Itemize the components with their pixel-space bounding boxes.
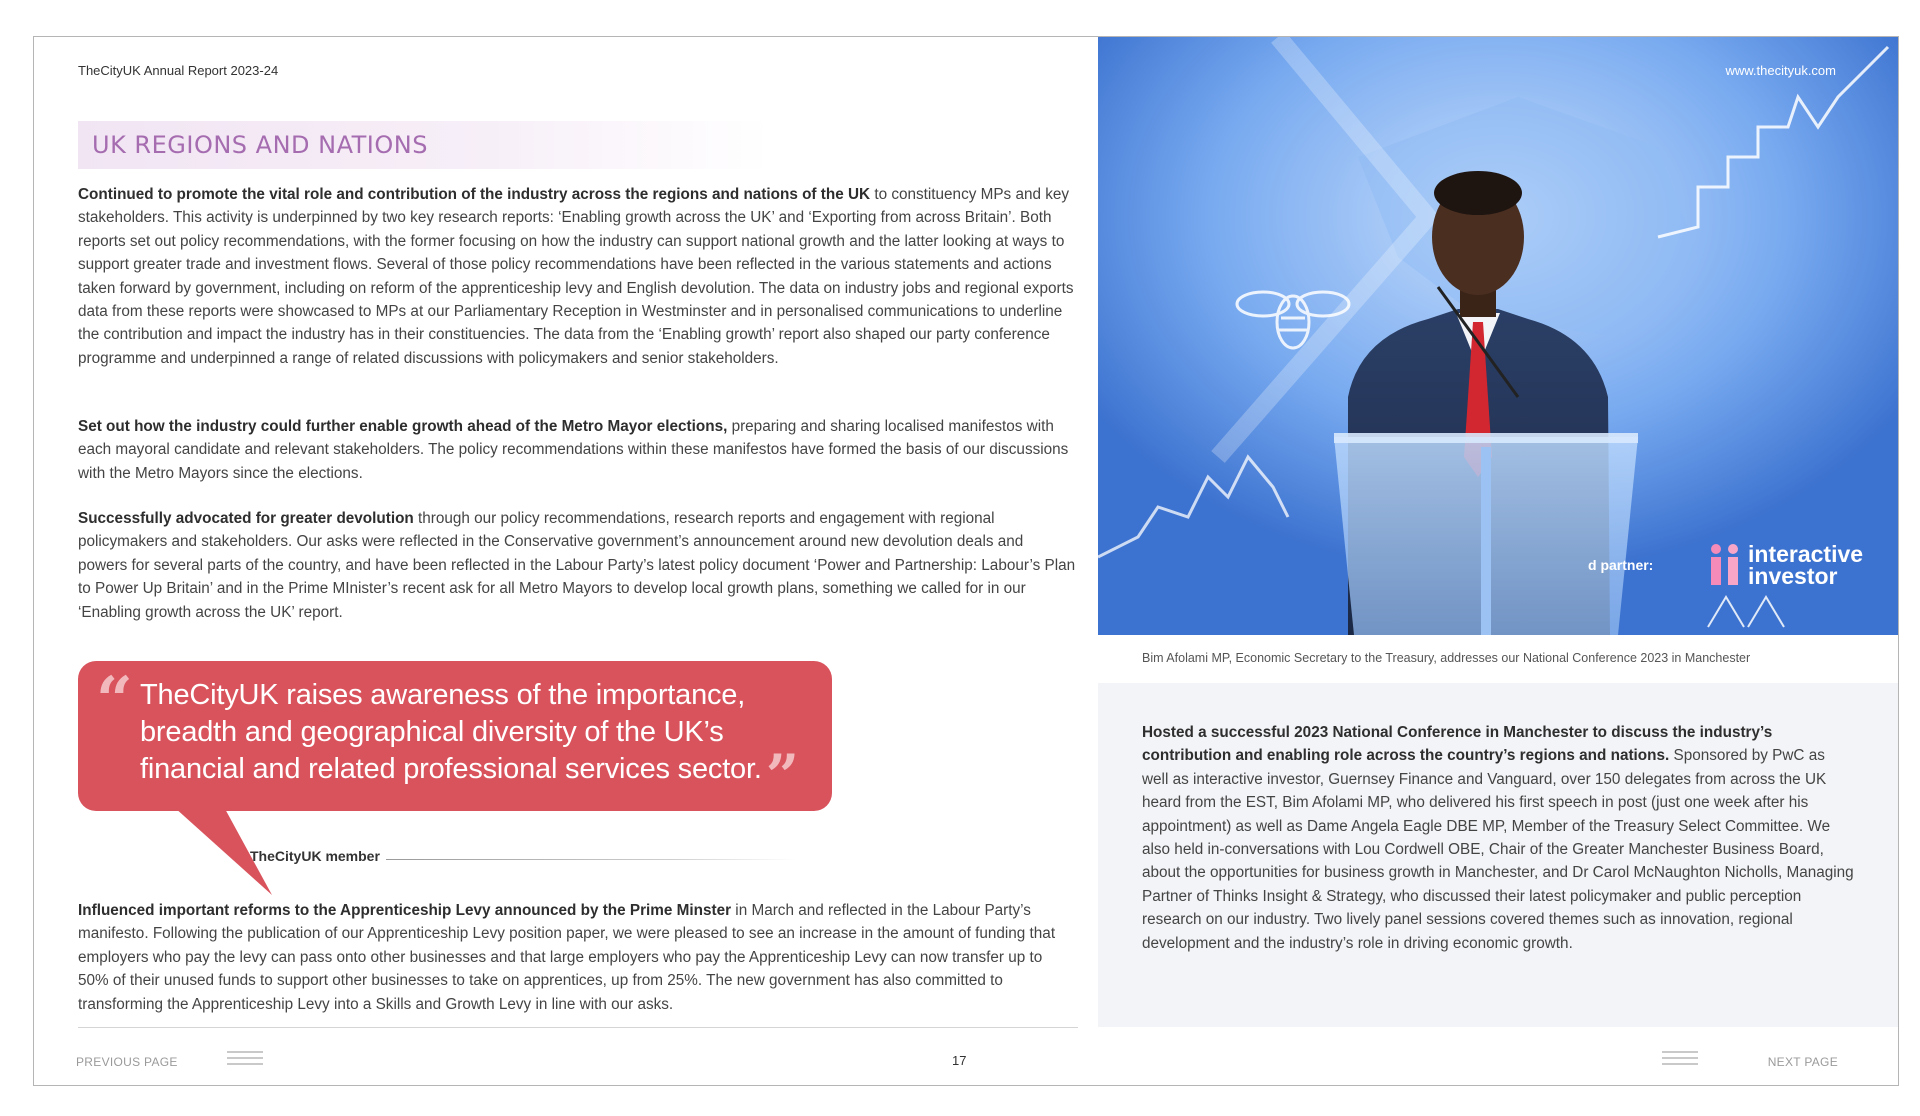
next-page-menu-icon[interactable]	[1662, 1051, 1698, 1067]
paragraph-body: preparing and sharing localised manifestos with each mayoral candidate and relevant stakeholders. The policy recommendations within these manifestos have formed the basis of our discussions with the Metro Mayors since the elections.	[78, 418, 1069, 482]
previous-page-link[interactable]: PREVIOUS PAGE	[76, 1055, 178, 1069]
paragraph-metro-mayor	[78, 415, 1076, 485]
sponsor-logo	[1708, 543, 1863, 587]
conference-summary-box	[1098, 683, 1898, 1027]
paragraph-body: in March and reflected in the Labour Party’s manifesto. Following the publication of our Apprenticeship Levy position paper, we were pleased to see an increase in the amount of funding that employers who pay the levy can pass onto other businesses and that large employers who pay the Apprenticeship Levy can now transfer up to 50% of their unused funds to support other businesses to take on apprentices, up from 25%. The new government has also committed to transforming the Apprenticeship Levy into a Skills and Growth Levy in line with our asks.	[78, 902, 1056, 1013]
left-page	[34, 37, 1098, 1085]
open-quote-icon: “	[96, 663, 133, 738]
pull-quote-text: TheCityUK raises awareness of the importance, breadth and geographical diversity of the UK’s financial and related professional services sector.”	[140, 679, 799, 810]
report-spread	[33, 36, 1899, 1086]
paragraph-devolution	[78, 507, 1076, 624]
quote-body: TheCityUK raises awareness of the importance, breadth and geographical diversity of the UK’s financial and related professional services sector.	[140, 679, 762, 785]
right-page	[1098, 37, 1898, 1085]
paragraph-lead: Hosted a successful 2023 National Conference in Manchester to discuss the industry’s contribution and enabling role across the country’s regions and nations.	[1142, 724, 1773, 765]
conference-summary-text	[1142, 721, 1854, 955]
quote-attribution: TheCityUK member	[250, 848, 380, 864]
section-heading: UK REGIONS AND NATIONS	[78, 121, 768, 169]
paragraph-regions	[78, 183, 1076, 370]
sponsor-name-line1: interactive	[1748, 541, 1864, 567]
sponsor-name-line2: investor	[1748, 563, 1838, 589]
pull-quote	[78, 661, 832, 811]
sponsor-name	[1748, 543, 1863, 587]
paragraph-body: to constituency MPs and key stakeholders. This activity is underpinned by two key research reports: ‘Enabling growth across the UK’ and ‘Exporting from across Britain’. Both reports set out policy recommendations, with the former focusing on how the industry can support national growth and the latter looking at ways to support greater trade and investment flows. Several of those policy recommendations have been reflected in the various statements and actions taken forward by government, including on reform of the apprenticeship levy and English devolution. The data on industry jobs and regional exports data from these reports were showcased to MPs at our Parliamentary Reception in Westminster and in personalised communications to underline the contribution and impact the industry has in their constituencies. The data from the ‘Enabling growth’ report also shaped our party conference programme and underpinned a range of related discussions with policymakers and senior stakeholders.	[78, 186, 1074, 367]
page-number: 17	[952, 1053, 967, 1068]
paragraph-lead: Influenced important reforms to the Apprenticeship Levy announced by the Prime Minster	[78, 902, 732, 919]
next-page-link[interactable]: NEXT PAGE	[1767, 1055, 1838, 1069]
previous-page-menu-icon[interactable]	[227, 1051, 263, 1067]
interactive-investor-logo-icon	[1708, 543, 1742, 587]
paragraph-body: Sponsored by PwC as well as interactive investor, Guernsey Finance and Vanguard, over 150 delegates from across the UK heard from the EST, Bim Afolami MP, who delivered his first speech in post (just one week after his appointment) as well as Dame Angela Eagle DBE MP, Member of the Treasury Select Committee. We also held in-conversations with Lou Cordwell OBE, Chair of the Greater Manchester Business Board, about the opportunities for business growth in Manchester, and Dr Carol McNaughton Nicholls, Managing Partner of Thinks Insight & Strategy, who discussed their latest policymaker and public perception research on our industry. Two lively panel sessions covered themes such as innovation, regional development and the industry’s role in driving economic growth.	[1142, 747, 1854, 952]
photo-caption: Bim Afolami MP, Economic Secretary to the Treasury, addresses our National Conference 2023 in Manchester	[1142, 651, 1751, 665]
divider	[78, 1027, 1078, 1028]
conference-photo	[1098, 37, 1898, 635]
paragraph-apprenticeship-levy	[78, 899, 1076, 1016]
partner-label: d partner:	[1588, 557, 1654, 573]
paragraph-lead: Continued to promote the vital role and contribution of the industry across the regions and nations of the UK	[78, 186, 871, 203]
paragraph-body: through our policy recommendations, research reports and engagement with regional policymakers and stakeholders. Our asks were reflected in the Conservative government’s announcement around new devolution deals and powers for several parts of the country, and have been reflected in the Labour Party’s latest policy document ‘Power and Partnership: Labour’s Plan to Power Up Britain’ and in the Prime MInister’s recent ask for all Metro Mayors to develop local growth plans, something we called for in our ‘Enabling growth across the UK’ report.	[78, 510, 1076, 621]
report-title: TheCityUK Annual Report 2023-24	[78, 63, 279, 78]
paragraph-lead: Successfully advocated for greater devolution	[78, 510, 414, 527]
website-link[interactable]: www.thecityuk.com	[1725, 63, 1836, 78]
paragraph-lead: Set out how the industry could further enable growth ahead of the Metro Mayor elections,	[78, 418, 728, 435]
attribution-rule	[386, 859, 796, 860]
